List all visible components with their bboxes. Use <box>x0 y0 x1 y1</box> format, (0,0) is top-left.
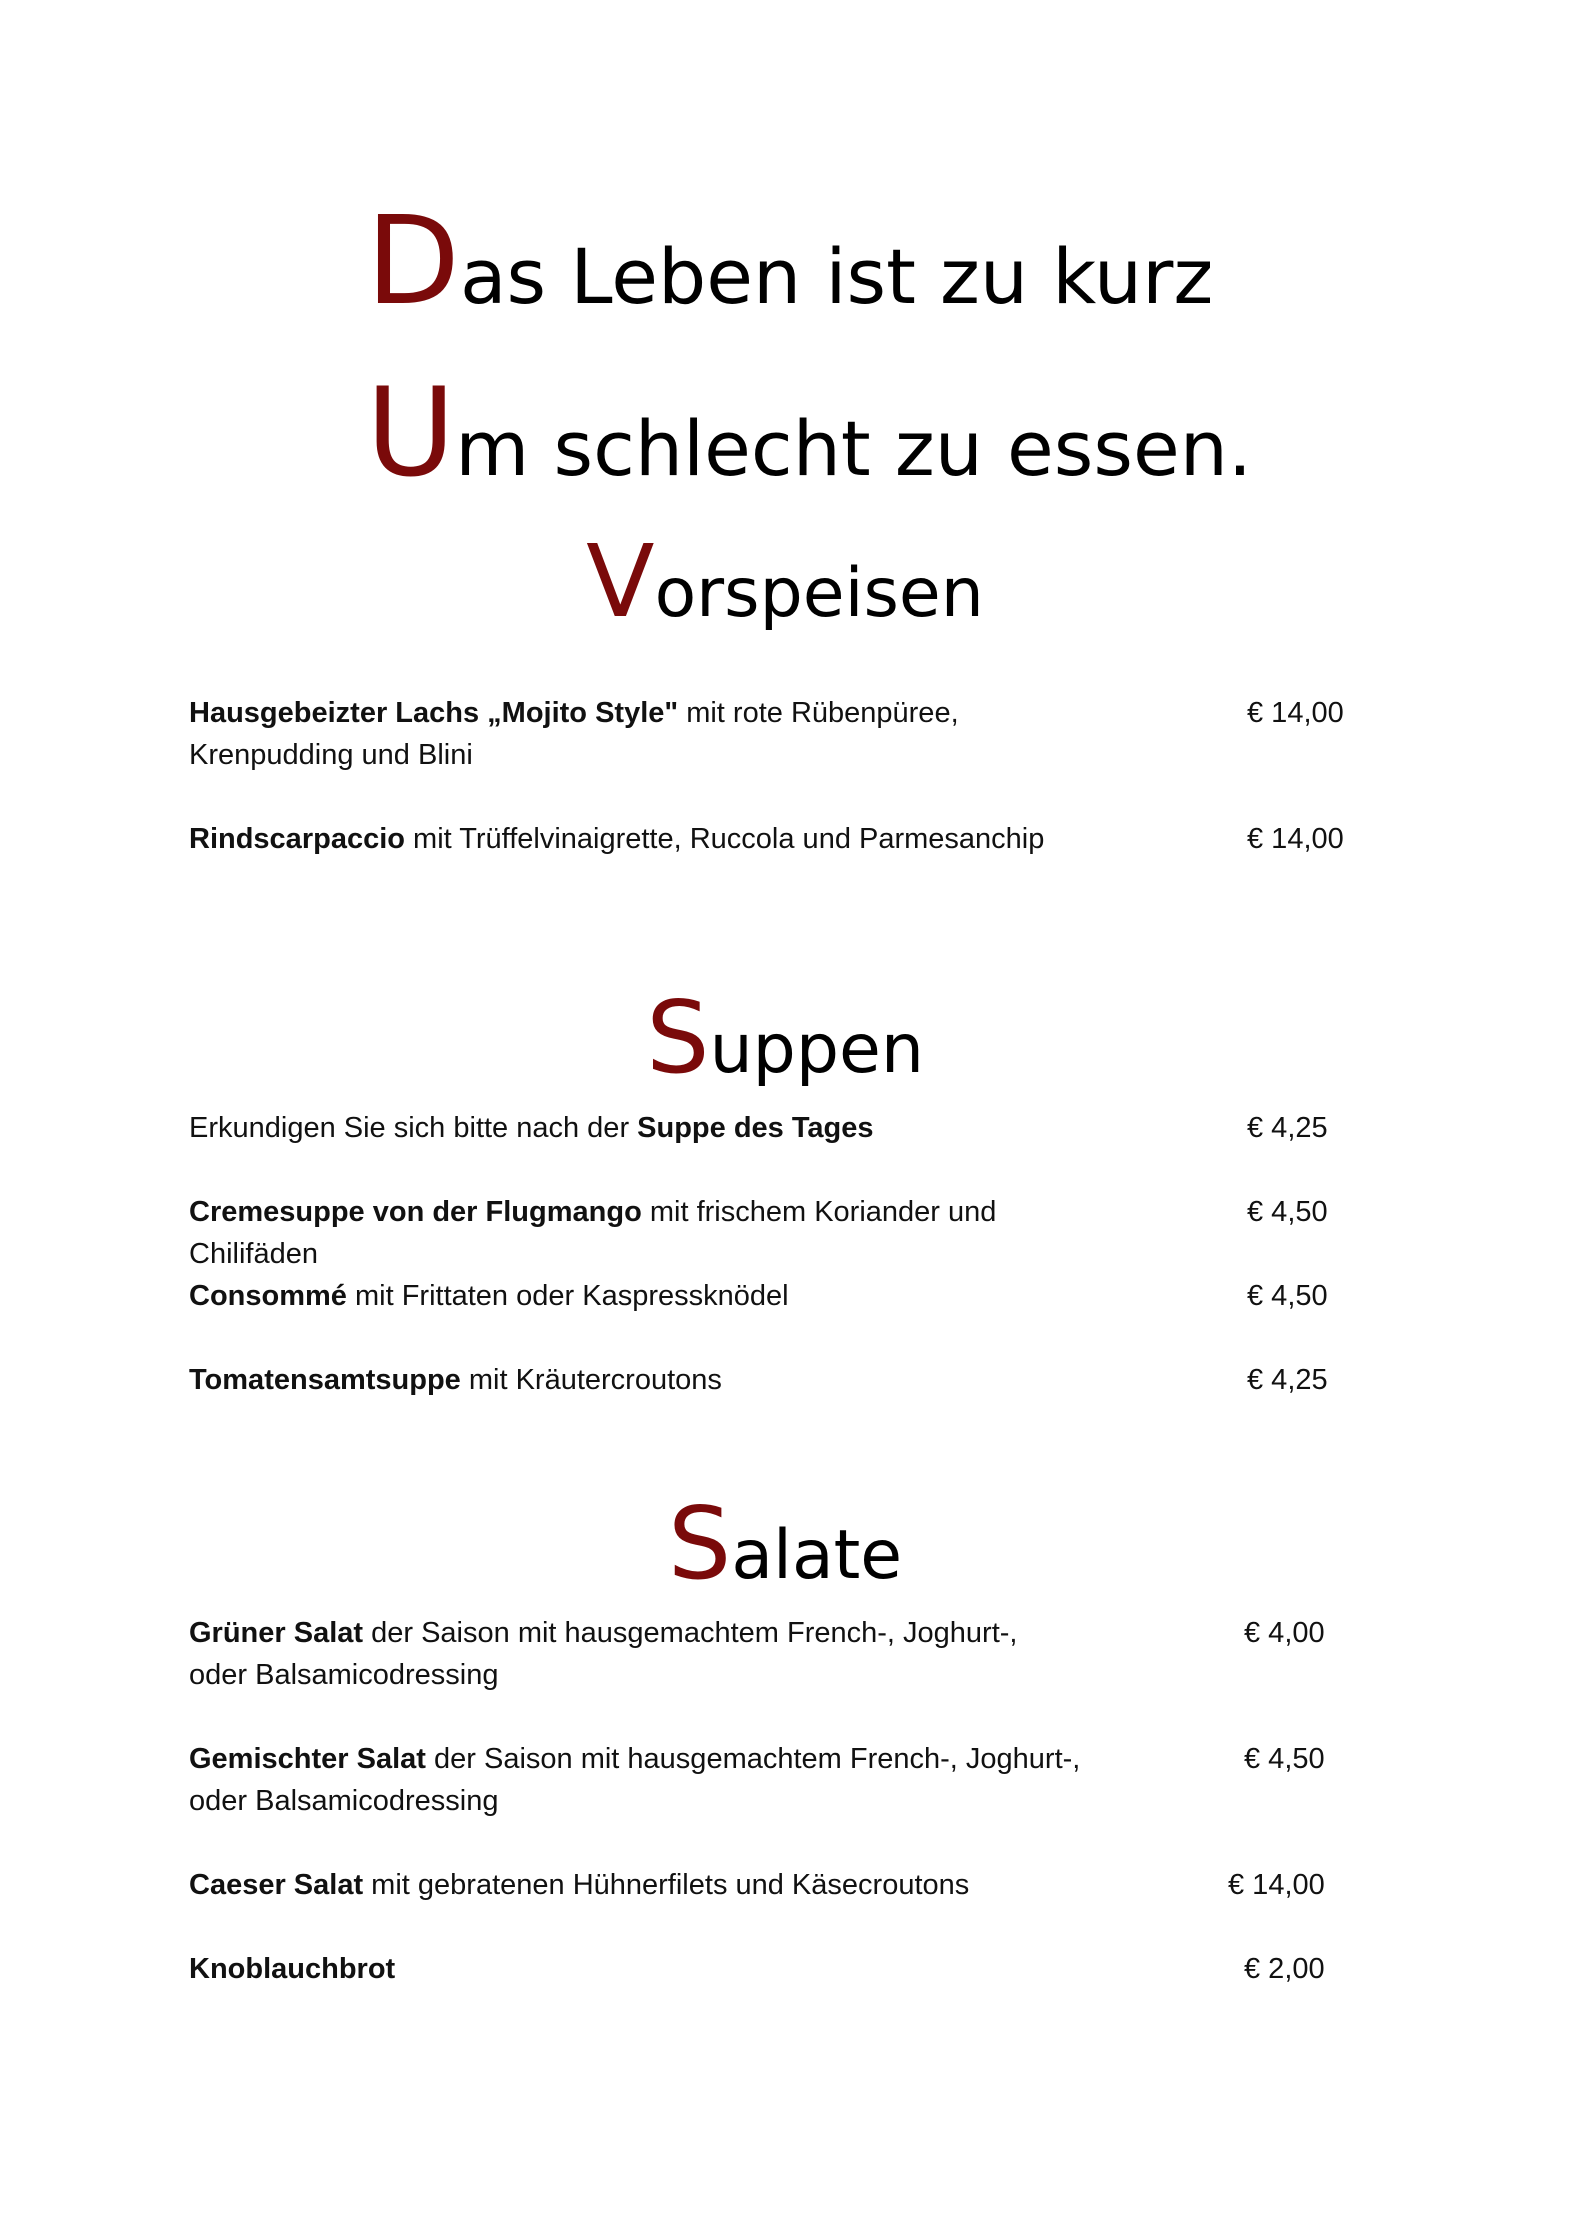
item-name: Suppe des Tages <box>637 1112 874 1144</box>
motto-text-1: as Leben ist zu kurz <box>459 232 1214 321</box>
item-description: mit Kräutercroutons <box>460 1364 722 1396</box>
item-price: € 14,00 <box>1247 697 1344 729</box>
item-description-cont: oder Balsamicodressing <box>189 1785 499 1817</box>
heading-text: uppen <box>709 1010 924 1089</box>
item-description: der Saison mit hausgemachtem French-, Joghurt-, <box>363 1617 1018 1649</box>
motto-initial-1: D <box>366 190 460 332</box>
item-price: € 4,50 <box>1247 1280 1328 1312</box>
item-description-cont: Krenpudding und Blini <box>189 739 473 771</box>
motto-line-1 <box>366 190 1214 332</box>
section-heading-vorspeisen <box>0 523 1570 640</box>
menu-item <box>189 818 1109 860</box>
section-heading-salate <box>0 1485 1570 1602</box>
item-description: mit Trüffelvinaigrette, Ruccola und Parmesanchip <box>404 823 1045 855</box>
item-name: Gemischter Salat <box>189 1743 426 1775</box>
menu-item <box>189 1612 1109 1696</box>
menu-item <box>189 1948 1109 1990</box>
item-price: € 4,50 <box>1244 1743 1325 1775</box>
item-name: Grüner Salat <box>189 1617 364 1649</box>
menu-item <box>189 1359 1109 1401</box>
motto-text-2: m schlecht zu essen. <box>455 404 1253 493</box>
item-description: mit Frittaten oder Kaspressknödel <box>346 1280 789 1312</box>
item-price: € 4,25 <box>1247 1112 1328 1144</box>
menu-item <box>189 1191 1109 1275</box>
item-description: mit rote Rübenpüree, <box>678 697 959 729</box>
heading-initial: V <box>586 523 655 640</box>
item-name: Rindscarpaccio <box>189 823 405 855</box>
item-price: € 14,00 <box>1228 1869 1325 1901</box>
item-price: € 4,50 <box>1247 1196 1328 1228</box>
motto-line-2 <box>366 362 1253 504</box>
heading-text: orspeisen <box>654 554 984 633</box>
item-description-cont: oder Balsamicodressing <box>189 1659 499 1691</box>
item-price: € 4,00 <box>1244 1617 1325 1649</box>
heading-initial: S <box>667 1485 732 1602</box>
motto-initial-2: U <box>366 362 456 504</box>
item-name: Hausgebeizter Lachs „Mojito Style" <box>189 697 679 729</box>
menu-item <box>189 1864 1109 1906</box>
item-description: mit frischem Koriander und Chilifäden <box>189 1196 997 1270</box>
item-name: Cremesuppe von der Flugmango <box>189 1196 642 1228</box>
item-price: € 2,00 <box>1244 1953 1325 1985</box>
item-price: € 14,00 <box>1247 823 1344 855</box>
item-name: Tomatensamtsuppe <box>189 1364 461 1396</box>
section-heading-suppen <box>0 979 1570 1096</box>
menu-item <box>189 1107 1109 1149</box>
item-description: mit gebratenen Hühnerfilets und Käsecroutons <box>363 1869 970 1901</box>
item-name: Caeser Salat <box>189 1869 364 1901</box>
item-description: Erkundigen Sie sich bitte nach der <box>189 1112 638 1144</box>
item-description: der Saison mit hausgemachtem French-, Joghurt-, <box>425 1743 1081 1775</box>
item-name: Knoblauchbrot <box>189 1953 396 1985</box>
heading-initial: S <box>646 979 710 1096</box>
item-price: € 4,25 <box>1247 1364 1328 1396</box>
menu-item <box>189 1738 1109 1822</box>
menu-item <box>189 1275 1109 1317</box>
heading-text: alate <box>731 1516 903 1595</box>
item-name: Consommé <box>189 1280 347 1312</box>
menu-item <box>189 692 1109 776</box>
